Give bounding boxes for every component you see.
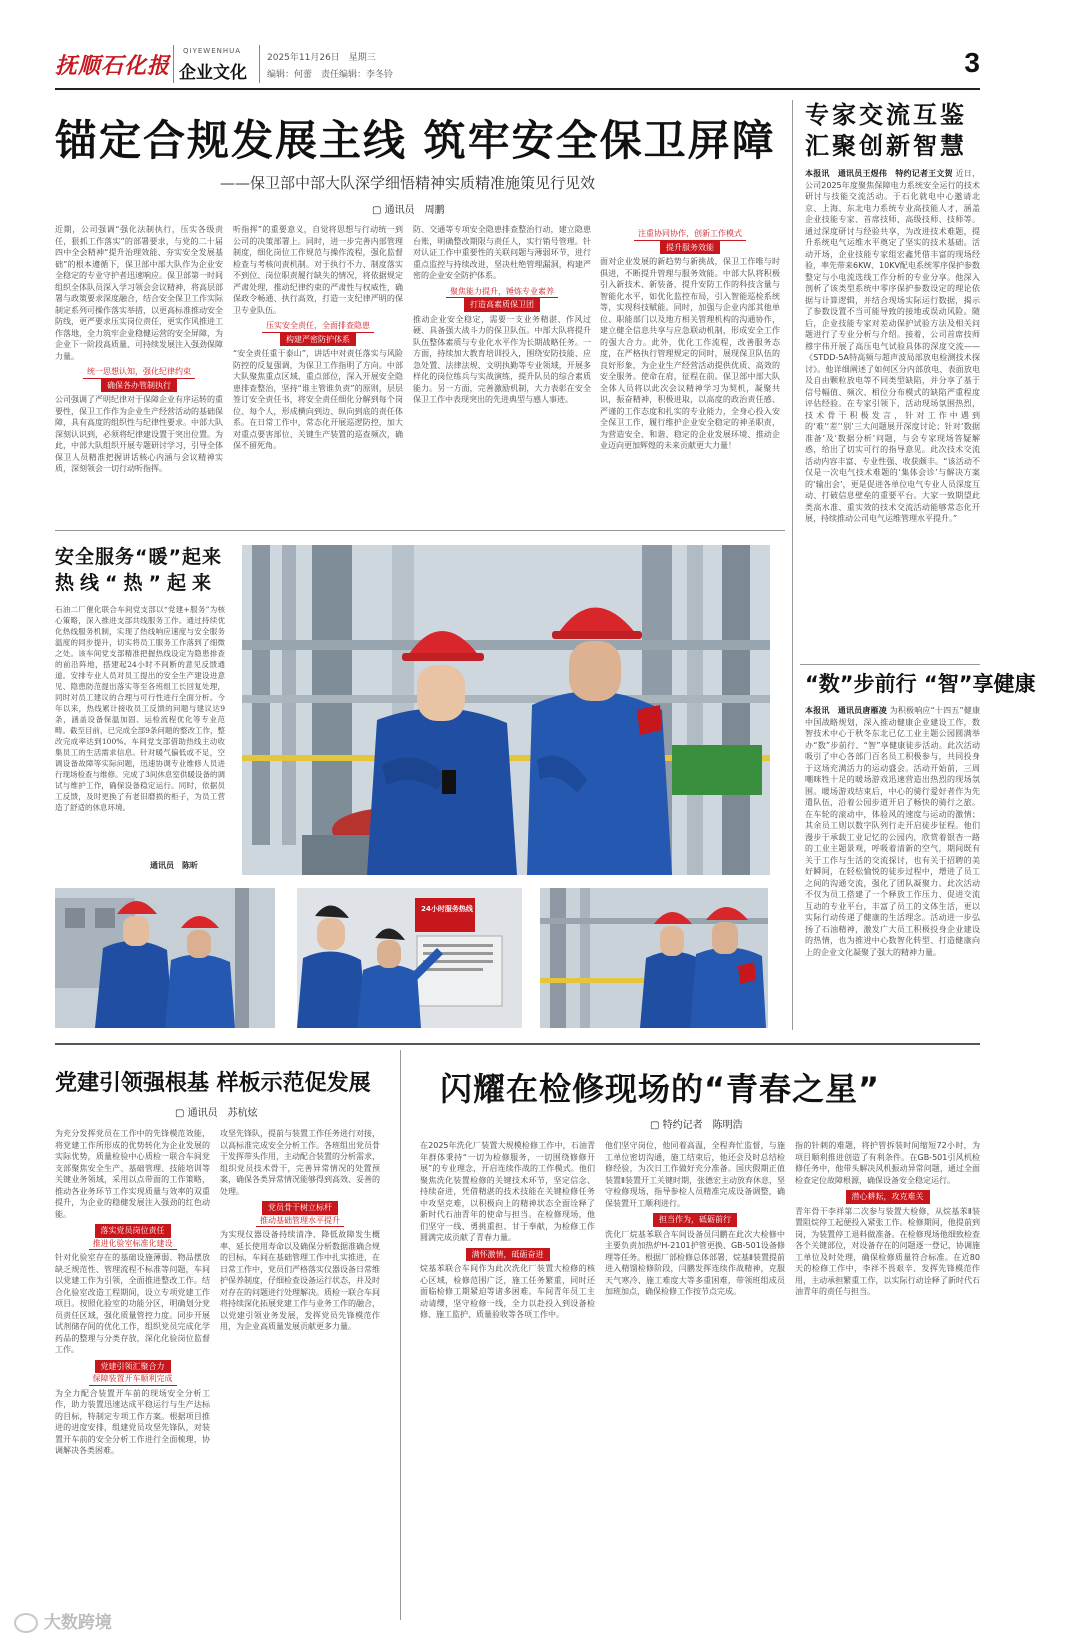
editors: 编辑：何蕾 责任编辑：李冬铃 bbox=[267, 70, 394, 80]
issue-date: 2025年11月26日 bbox=[267, 53, 340, 63]
main-col2-para: 听指挥”的重要意义，自觉将思想与行动统一到公司的决策部署上。同时，进一步完善内部管理制度，细化岗位工作规范与操作流程，强化监督检查与考核问责机制。对于执行不力、制度落实不到位、岗位职责履行缺失的情况，将依据规定严肃处理，推动纪律约束的严肃性与权威性，确保政令畅通、执行高效，打造一支纪律严明的保卫专业队伍。 bbox=[233, 225, 403, 315]
issue-weekday: 星期三 bbox=[348, 53, 376, 63]
youth-col2-para: 他们坚守岗位，他同着高温，全程奔忙监督，与施工单位密切沟通，施工结束后，他还会及时总结检修经验，为次日工作做好充分准备。国庆假期正值装置Ⅱ装置开工关键时期，张德宏主动放弃休息，坚守检修现场，指导参检人员精准完成设备调整，确保装置开工顺利进行。 bbox=[605, 1141, 785, 1208]
main-col2-subhead-box: 构建严密防护体系 bbox=[280, 333, 356, 347]
youth-col2-para2: 洗化厂烷基苯联合车间设备员闫鹏在此次大检修中主要负责加热炉H-2101护管更换、GB-501设备修理等任务。根据厂部检修总体部署，烷基Ⅱ装置提前进入精馏检修阶段，闫鹏发挥连续作战精神，克服天气寒冷、施工难度大等多重困难，带领班组成员加班加点，确保检修工作按节点完成。 bbox=[605, 1229, 785, 1296]
party-col1-subhead2 bbox=[55, 1360, 210, 1386]
youth-col-3 bbox=[795, 1140, 980, 1618]
photo-strip-1 bbox=[55, 888, 275, 1028]
main-col2-para2: “安全责任重于泰山”，讲话中对责任落实与风险防控的反复强调，为保卫工作指明了方向。中部大队聚焦重点区域、重点部位，深入开展安全隐患排查整治，坚持“谁主管谁负责”的原则，层层签订安全责任书，将安全责任细化分解到每个岗位、每个人，形成横向到边、纵向到底的责任体系。在日常工作中，常态化开展巡逻防控，加大对重点要害部位、关键生产装置的巡查频次，确保不留死角。 bbox=[233, 349, 403, 450]
party-col-1 bbox=[55, 1128, 210, 1618]
youth-col-1 bbox=[420, 1140, 595, 1618]
party-col2-subhead-line: 推动基础管理水平提升 bbox=[256, 1215, 344, 1228]
hotline-sign-text: 24小时服务热线 bbox=[421, 905, 473, 913]
watermark-text: 大数跨境 bbox=[43, 1613, 112, 1633]
watermark-icon bbox=[14, 1613, 38, 1633]
main-byline: ▢ 通讯员 周鹏 bbox=[372, 205, 445, 216]
warm-title-line2: 热线“热”起来 bbox=[55, 572, 217, 594]
expert-title-line2: 汇聚创新智慧 bbox=[805, 132, 967, 160]
health-body bbox=[805, 705, 980, 1027]
main-byline-text: 通讯员 周鹏 bbox=[384, 205, 445, 216]
youth-col1-subhead bbox=[420, 1248, 595, 1262]
main-col2-subhead bbox=[233, 320, 403, 346]
youth-col3-para2: 青年骨干李祥第二次参与装置大检修，从烷基苯Ⅱ装置阻烷停工起便投入紧张工作。检修期间，他提前到岗，为装置停工退料做准备。在检修现场他细致检查各个关键部位，对设备存在的问题逐一登记，协调施工单位及时处理，确保检修质量符合标准。在近80天的检修工作中，李祥不畏艰辛、发挥先锋模范作用，主动承担繁重工作，以实际行动诠释了新时代石油青年的责任与担当。 bbox=[795, 1206, 980, 1296]
youth-col3-subhead bbox=[795, 1190, 980, 1204]
main-col3-subhead bbox=[413, 286, 591, 312]
section-rule-2 bbox=[55, 1043, 980, 1045]
party-col2-subhead bbox=[220, 1201, 380, 1227]
masthead-rule bbox=[55, 88, 980, 90]
photo-strip-3 bbox=[540, 888, 768, 1028]
youth-title: 闪耀在检修现场的“青春之星” bbox=[440, 1070, 881, 1108]
warm-body bbox=[55, 604, 225, 866]
section-pinyin: QIYEWENHUA bbox=[183, 47, 242, 55]
expert-text: 近日，公司2025年度聚焦保障电力系统安全运行的技术研讨与技能交流活动。于石化就电中心邀请北京、上海、东北电力系统专业高技能人才，涵盖企业技能专家、首席技师、高级技师、技师等。通过深度研讨与经验共享，为改进技术难题，提升系统电气运维水平奠定了坚实的技术基础。活动开场，企业技能专家组宏鑫凭借丰富的现场经验，率先带来6KW、10KV配电系统零序保护参数整定与小电流选线工作分析的专业分享。他深入剖析了该类型系统中零序保护参数设定的理论依据与计算逻辑，并结合现场实际运行数据，揭示了参数设置不当可能导致的接地或误动风险。随后，企业技能专家对差动保护试验方法及相关问题进行了专业分析与介绍。接着，公司首席技师穆宇伟开展了高压电气试验具体的深度交流——《STDD-5A特高频与超声波局部放电检测技术探讨》。他详细阐述了如何区分内部放电、表面放电及自由颗粒放电等不同类型缺陷，并分享了基于信号幅值、频次、相位分布模式的缺陷严重程度评估经验。在专家引领下，活动现场氛围热烈，技术骨干积极发言，针对工作中遇到的‘难’‘差’‘别’三大问题展开深度讨论；针对‘数据准备’及‘数据分析’问题，与会专家现场答疑解惑，给出了切实可行的指导意见。此次技术交流活动内容丰富、专业性强、收获颇丰。“该活动不仅是一次电气技术难题的‘集体会诊’与解决方案的‘输出会’，更是促进各单位电气专业人员深度互动、打破信息壁垒的重要平台。大家一致期望此类高水准、重实效的技术交流活动能够常态化开展，持续推动公司电气运维管理水平提升。” bbox=[805, 169, 980, 523]
photo-strip-3-illustration bbox=[540, 888, 768, 1028]
bottom-divider bbox=[400, 1050, 401, 1620]
warm-title-line1: 安全服务“暖”起来 bbox=[55, 546, 222, 568]
main-subtitle: ——保卫部中部大队深学细悟精神实质精准施策见行见效 bbox=[220, 174, 596, 192]
party-byline: ▢ 通讯员 苏杭炫 bbox=[175, 1108, 258, 1119]
photo-strip-2-illustration bbox=[297, 888, 522, 1028]
expert-byline: 本报讯 通讯员王煜伟 特约记者王文贺 bbox=[805, 169, 953, 178]
youth-col3-para: 指的针刺的难题，将护管拆装时间缩短72小时，为项目顺利推进创造了有利条件。在GB-501引风机检修任务中，他带头解决风机振动异常问题，通过全面检查定位故障根源，确保设备安全稳定运行。 bbox=[795, 1141, 980, 1185]
health-text: 为积极响应“十四五”健康中国战略规划，深入推动健康企业建设工作，数智技术中心于秋冬东北已亿工业主题公园圆满举办“数”步前行、“智”享健康徒步活动。此次活动吸引了中心各部门百名员工积极参与，共同投身于这场充满活力的运动盛会。活动开始前，三周嘲咪牲十足的暖场游戏迅速营造出热烈的现场氛围。暖场游戏结束后，中心的骑行爱好者作为先遣队伍，沿着公园步道开启了畅快的骑行之旅。在车轮的滚动中，体验风的速度与运动的激情；其余员工则以数字队列行走开启徒步征程。他们漫步于承载工业记忆的公园内，欣赏着银杏一路的工业主题景观，呼吸着清新的空气，期间既有关于工作与生活的交流探讨，也有关于招聘的美好瞬间，在轻松愉悦的徒步过程中，增进了员工之间的沟通交流，强化了团队凝聚力。此次活动不仅为员工搭建了一个释放工作压力、促进交流互动的专业平台，丰富了员工的文体生活，更以实际行动传递了健康的生活理念。活动进一步弘扬了石油精神，激发广大员工积极投身企业建设的热情，也为推进中心数智化转型、打造健康向上的企业文化凝聚了强大的精神力量。 bbox=[805, 706, 980, 957]
main-col1-subhead-line: 统一思想认知，强化纪律约束 bbox=[83, 366, 195, 379]
main-col1-para2: 公司强调了严明纪律对于保障企业有序运转的重要性，保卫工作作为企业生产经营活动的基础保障，具有高度的组织性与纪律性要求。中部大队深刻认识到，必须将纪律建设置于突出位置。为此，中部大队组织开展专题研讨学习，引导全体保卫人员精准把握讲话核心内涵与会议精神实质，深刻领会一切行动听指挥。 bbox=[55, 395, 223, 473]
party-col2-para2: 为实现仪器设备持续清净、降低故障发生概率、延长使用寿命以及确保分析数据准确合规的目标，车间在基础管理工作中扎实推进，在日常工作中，党员们严格落实仪器设备日常维护保养制度，仔细检查设备运行状态，并及时对存在的问题进行处理解决。质检一联合车间将持续深化拓展党建工作与业务工作的融合，以党建引领业务发展，发挥党员先锋模范作用，为企业高质量发展贡献更多力量。 bbox=[220, 1230, 380, 1331]
main-col1-subhead-box: 确保各办管制执行 bbox=[101, 379, 177, 393]
main-col3-para2: 推动企业安全稳定，需要一支业务精湛、作风过硬、具备强大战斗力的保卫队伍。中部大队将提升队伍整体素质与专业化水平作为长期战略任务。一方面，持续加大教育培训投入，围绕安防技能、应急处置、法律法规、文明执勤等专业领域，开展多样化的岗位练兵与实战演练，提升队员的综合素质能力。另一方面，完善激励机制，大力表彰在安全保卫工作中表现突出的先进典型与感人事迹。 bbox=[413, 314, 591, 404]
health-byline: 本报讯 通讯员唐雁凌 bbox=[805, 706, 887, 715]
youth-col2-subhead-box: 担当作为，砥砺前行 bbox=[653, 1213, 737, 1227]
issue-date-line bbox=[267, 50, 376, 63]
party-col1-para3: 为全力配合装置开车前的现场安全分析工作，助力装置迅速达成平稳运行与生产达标的目标，特制定专项工作方案。根据项目推进的进度安排，组建党员攻坚先锋队，对装置开车前的安全分析工作进行全面梳理，协调解决各类困难。 bbox=[55, 1388, 210, 1455]
right-column-rule bbox=[800, 664, 980, 665]
expert-title bbox=[805, 100, 980, 162]
health-title: “数”步前行 “智”享健康 bbox=[805, 672, 1036, 696]
youth-col3-subhead-box: 潜心耕耘，攻克难关 bbox=[846, 1190, 930, 1204]
warm-byline: 通讯员 陈昕 bbox=[150, 861, 198, 870]
main-col-2 bbox=[233, 224, 403, 519]
expert-body bbox=[805, 168, 980, 658]
youth-byline: ▢ 特约记者 陈明浩 bbox=[650, 1120, 743, 1131]
main-col4-subhead-line: 注重协同协作，创新工作模式 bbox=[634, 228, 746, 241]
main-photo-illustration bbox=[242, 545, 770, 875]
party-col1-subhead2-line: 保障装置开车顺利完成 bbox=[89, 1373, 177, 1386]
main-col3-subhead-line: 聚焦能力提升，锤炼专业素养 bbox=[446, 286, 558, 299]
party-col2-para: 攻坚先锋队，提前与装置工作任务进行对接，以高标准完成安全分析工作。各班组出党员骨干发挥带头作用，主动配合装置的分析需求，组织党员技术骨干，完善异常情况的处置预案，确保各类异常情况能够得到高效、妥善的处理。 bbox=[220, 1129, 380, 1196]
youth-col1-para2: 烷基苯联合车间作为此次洗化厂装置大检修的核心区域，检修范围广泛，施工任务繁重，同时还面临检修工期紧迫等诸多困难。车间青年员工主动请缨，坚守检修一线，全力以赴投入到设备检修、施工监护、质量验收等各项工作中。 bbox=[420, 1264, 595, 1319]
main-col4-subhead-box: 提升服务效能 bbox=[660, 241, 720, 255]
party-col-2 bbox=[220, 1128, 380, 1618]
party-byline-text: 通讯员 苏杭炫 bbox=[187, 1108, 258, 1119]
right-column-divider bbox=[792, 100, 793, 1030]
main-col1-para: 近期，公司强调“强化法制执行，压实各级责任，狠抓工作落实”的部署要求，与党的二十届四中全会精神“提升治理效能、夯实安全发展基础”的根本遵循下，保卫部中部大队作为企业安全稳定的专业守护者迅速响应。保卫部第一时间组织全体队员深入学习领会会议精神，将高层部署与政策要求深度融合，结合安全保卫工作实际制定系列可操作落实举措，以更高标准推动安全防线，更严要求压实岗位责任，更实作风推进工作落地，全力筑牢企业稳健运营的安全屏障，为企业下一阶段高质量、可持续发展注入强劲保障力量。 bbox=[55, 225, 223, 361]
party-col1-subhead-box: 落实党员岗位责任 bbox=[95, 1224, 171, 1238]
youth-col-2 bbox=[605, 1140, 785, 1618]
main-col3-para: 防、交通等专项安全隐患排查整治行动，建立隐患台账，明确整改期限与责任人，实行销号管理。针对认证工作中重要性的关联问题与薄弱环节，进行重点监控与持续改进，坚决杜绝管理漏洞，构建严密的企业安全防护体系。 bbox=[413, 225, 591, 280]
youth-col2-subhead bbox=[605, 1213, 785, 1227]
main-col1-subhead bbox=[55, 366, 223, 392]
party-col1-para: 为充分发挥党员在工作中的先锋模范效能，将党建工作所形成的优势转化为企业发展的实际优势，质量检验中心质检一联合车间党支部聚焦安全生产、基础管理、技能培训等关键业务领域，采用以点带面的工作策略，推动各业务环节工作实现质量与效率的双重提升，为企业的稳健发展注入强劲的红色动能。 bbox=[55, 1129, 210, 1219]
masthead bbox=[55, 45, 980, 85]
expert-title-line1: 专家交流互鉴 bbox=[805, 101, 967, 129]
main-col-1 bbox=[55, 224, 223, 519]
main-photo bbox=[242, 545, 770, 875]
youth-byline-text: 特约记者 陈明浩 bbox=[662, 1120, 743, 1131]
youth-col1-subhead-box: 满怀激情，砥砺奋进 bbox=[466, 1248, 550, 1262]
party-col1-subhead2-box: 党建引领汇聚合力 bbox=[95, 1360, 171, 1374]
watermark bbox=[14, 1608, 112, 1633]
photo-strip-1-illustration bbox=[55, 888, 275, 1028]
section-rule-1 bbox=[55, 530, 785, 531]
main-col3-subhead-box: 打造高素质保卫团 bbox=[464, 298, 540, 312]
warm-title bbox=[55, 544, 225, 596]
main-col4-para: 面对企业发展的新趋势与新挑战，保卫工作唯与时俱进，不断提升管理与服务效能。中部大队将积极引入新技术、新装备，提升安防工作的科技含量与智能化水平，如优化监控布局，引入智能巡检系统等，实现科技赋能。同时，加强与企业内部其他单位、职能部门以及地方相关管理机构的沟通协作，建立健全信息共享与应急联动机制，形成安全工作的强大合力。此外，优化工作流程，改善服务态度，在严格执行管理规定的同时，展现保卫队伍的良好形象，为企业生产经营活动提供优质、高效的安全服务。使命在肩，征程在前。保卫部中部大队全体人员将以此次会议精神学习为契机，凝聚共识，振奋精神，积极进取，以高度的政治责任感、严谨的工作态度和扎实的专业能力，全身心投入安全保卫工作，履行维护企业安全稳定的神圣职责，为营造安全、和谐、稳定的企业发展环境、推动企业迈向更加辉煌的未来贡献更大力量！ bbox=[600, 257, 780, 450]
section-title: 企业文化 bbox=[179, 63, 247, 83]
main-col2-subhead-line: 压实安全责任，全面排查隐患 bbox=[262, 320, 374, 333]
party-title: 党建引领强根基 样板示范促发展 bbox=[55, 1071, 371, 1096]
warm-text: 石油二厂催化联合车间党支部以“党建+服务”为核心策略，深入推进支部共线服务工作。通过持续优化热线服务机制，实现了热线响应速度与安全服务温度的同步提升，切实将员工服务工作落到了细微之处。该车间党支部精准把握热线设定为隐患排查的前沿阵地，搭建起24小时不间断的意见反馈通道。安排专业人员对员工提出的安全生产建设进意见、隐患防范提出落实等至各班组工长回复处理，同时对员工建议的合理与可行性进行全面分析。今年以来，热线累计接收员工反馈的问题与建议达9条，涵盖设备保温加固、运检流程优化等专业范畴。截至目前，已完成全部9条问题的整改工作，整改完成率达到100%。车间党支部借助热线主动收集员工的生活需求信息。针对暖气偏低或不足，空调设备故障等实际问题，迅速协调专业维修人员进行现场检查与维修。完成了3间休息室供暖设备的调试与维护工作，确保设备稳定运行。同时，依据员工反馈，及时更换了有老旧磨损的柜子，为员工营造了舒适的休息环境。 bbox=[55, 605, 225, 812]
party-col2-subhead-box: 党员骨干树立标杆 bbox=[262, 1201, 338, 1215]
main-col-3 bbox=[413, 224, 591, 519]
youth-col1-para: 在2025年洗化厂装置大规模检修工作中，石油青年群体秉持“一切为检修服务，一切围绕修修开展”的专业理念，开启连续作战的工作模式。他们聚焦洗化装置检修的关键技术环节，坚定信念、持续奋进，凭借精湛的技术技能在关键检修任务中攻坚克难，以积极向上的精神状态全面诠释了新时代石油青年的使命与担当。在检修现场，他们坚守一线、勇挑重担、甘于奉献，为检修工作圆满完成贡献了青春力量。 bbox=[420, 1141, 595, 1242]
page-number: 3 bbox=[964, 47, 980, 78]
party-col1-para2: 针对化验室存在的基础设施薄弱、物品摆放缺乏规范性、管理流程不标准等问题，车间以党建工作为引领，全面推进整改工作。结合化验室改造工程期间，设立专项党建工作项目。按照化验室的功能分区，明确划分党员责任区域，强化质量管控力度。同步开展试剂储存间的优化工作，组织党员完成化学药品的整理与分类存放，深化化验岗位监督工作。 bbox=[55, 1253, 210, 1354]
main-col4-subhead bbox=[600, 228, 780, 254]
masthead-logo: 抚顺石化报 bbox=[55, 53, 171, 79]
main-headline: 锚定合规发展主线 筑牢安全保卫屏障 bbox=[55, 116, 776, 165]
main-col-4 bbox=[600, 224, 780, 519]
photo-strip-2 bbox=[297, 888, 522, 1028]
party-col1-subhead bbox=[55, 1224, 210, 1250]
party-col1-subhead-line: 推进化验室标准化建设 bbox=[89, 1238, 177, 1251]
